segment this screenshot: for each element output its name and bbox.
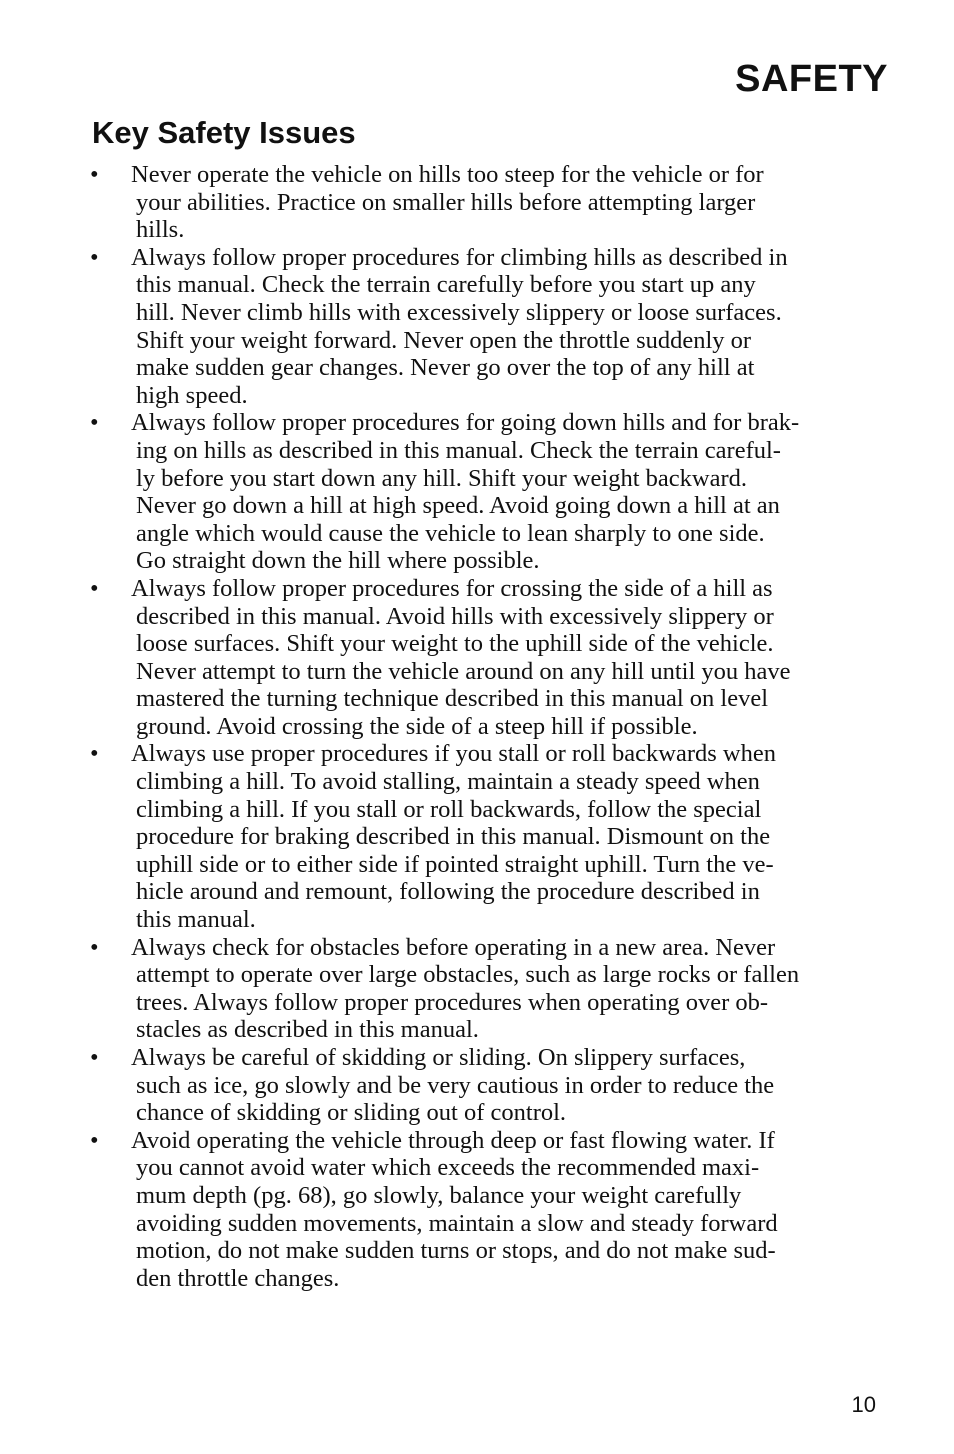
list-item: [90, 244, 896, 410]
list-item: [90, 740, 896, 933]
issue-text-line: Never go down a hill at high speed. Avoid going down a hill at an: [136, 492, 780, 520]
list-item: [90, 1044, 896, 1127]
issue-text-line: hill. Never climb hills with excessively slippery or loose surfaces.: [136, 298, 782, 326]
issue-text-line: Always be careful of skidding or sliding. On slippery surfaces,: [131, 1044, 746, 1071]
issue-text-line: such as ice, go slowly and be very cautious in order to reduce the: [136, 1071, 775, 1099]
issue-text-line: Avoid operating the vehicle through deep or fast flowing water. If: [131, 1126, 775, 1154]
issue-text-line: trees. Always follow proper procedures when operating over ob-: [136, 988, 769, 1016]
list-item: [90, 1127, 896, 1293]
issue-text-line: hicle around and remount, following the procedure described in: [136, 878, 760, 906]
issue-text-line: uphill side or to either side if pointed straight uphill. Turn the ve-: [136, 850, 774, 878]
issue-text-line: motion, do not make sudden turns or stops, and do not make sud-: [136, 1237, 776, 1265]
list-item: [90, 934, 896, 1044]
safety-issues-list: [90, 161, 896, 1292]
bullet-icon: •: [90, 1126, 99, 1154]
bullet-icon: •: [90, 574, 99, 602]
issue-text-line: den throttle changes.: [136, 1264, 340, 1292]
bullet-icon: •: [90, 933, 99, 961]
list-item: [90, 575, 896, 741]
issue-text-line: Always check for obstacles before operating in a new area. Never: [131, 933, 776, 961]
list-item: [90, 161, 896, 244]
issue-text-line: this manual. Check the terrain carefully before you start up any: [136, 271, 756, 299]
bullet-icon: •: [90, 740, 99, 768]
issue-text-line: ground. Avoid crossing the side of a steep hill if possible.: [136, 712, 698, 740]
issue-text-line: attempt to operate over large obstacles, such as large rocks or fallen: [136, 961, 800, 989]
issue-text-line: Go straight down the hill where possible.: [136, 547, 540, 575]
issue-text-line: climbing a hill. To avoid stalling, maintain a steady speed when: [136, 768, 760, 796]
issue-text-line: make sudden gear changes. Never go over the top of any hill at: [136, 354, 755, 382]
page-heading: Key Safety Issues: [92, 115, 356, 150]
issue-text-line: your abilities. Practice on smaller hills before attempting larger: [136, 188, 756, 216]
list-item: [90, 409, 896, 575]
issue-text-line: Never attempt to turn the vehicle around on any hill until you have: [136, 657, 791, 685]
bullet-icon: •: [90, 243, 99, 271]
bullet-icon: •: [90, 1044, 99, 1071]
issue-text-line: Always follow proper procedures for crossing the side of a hill as: [131, 574, 773, 602]
issue-text-line: mastered the turning technique described in this manual on level: [136, 685, 769, 713]
issue-text-line: avoiding sudden movements, maintain a slow and steady forward: [136, 1209, 778, 1237]
issue-text-line: you cannot avoid water which exceeds the recommended maxi-: [136, 1154, 760, 1182]
page-number: 10: [851, 1392, 876, 1417]
issue-text-line: Shift your weight forward. Never open the throttle suddenly or: [136, 326, 752, 354]
issue-text-line: Always follow proper procedures for climbing hills as described in: [131, 243, 788, 271]
issue-text-line: Always follow proper procedures for going down hills and for brak-: [131, 409, 800, 437]
issue-text-line: mum depth (pg. 68), go slowly, balance your weight carefully: [136, 1181, 742, 1209]
issue-text-line: chance of skidding or sliding out of control.: [136, 1099, 567, 1127]
issue-text-line: Always use proper procedures if you stall or roll backwards when: [131, 740, 776, 768]
bullet-icon: •: [90, 409, 99, 437]
issue-text-line: procedure for braking described in this manual. Dismount on the: [136, 823, 771, 851]
issue-text-line: described in this manual. Avoid hills with excessively slippery or: [136, 602, 774, 630]
issue-text-line: ly before you start down any hill. Shift your weight backward.: [136, 464, 748, 492]
issue-text-line: angle which would cause the vehicle to lean sharply to one side.: [136, 519, 765, 547]
issue-text-line: ing on hills as described in this manual. Check the terrain careful-: [136, 436, 781, 464]
bullet-icon: •: [90, 161, 99, 188]
issue-text-line: Never operate the vehicle on hills too steep for the vehicle or for: [131, 161, 764, 188]
issue-text-line: stacles as described in this manual.: [136, 1016, 479, 1044]
section-title: SAFETY: [735, 58, 888, 100]
issue-text-line: climbing a hill. If you stall or roll backwards, follow the special: [136, 795, 762, 823]
issue-text-line: hills.: [136, 216, 185, 244]
issue-text-line: high speed.: [136, 381, 248, 409]
issue-text-line: this manual.: [136, 906, 256, 934]
issue-text-line: loose surfaces. Shift your weight to the uphill side of the vehicle.: [136, 630, 774, 658]
